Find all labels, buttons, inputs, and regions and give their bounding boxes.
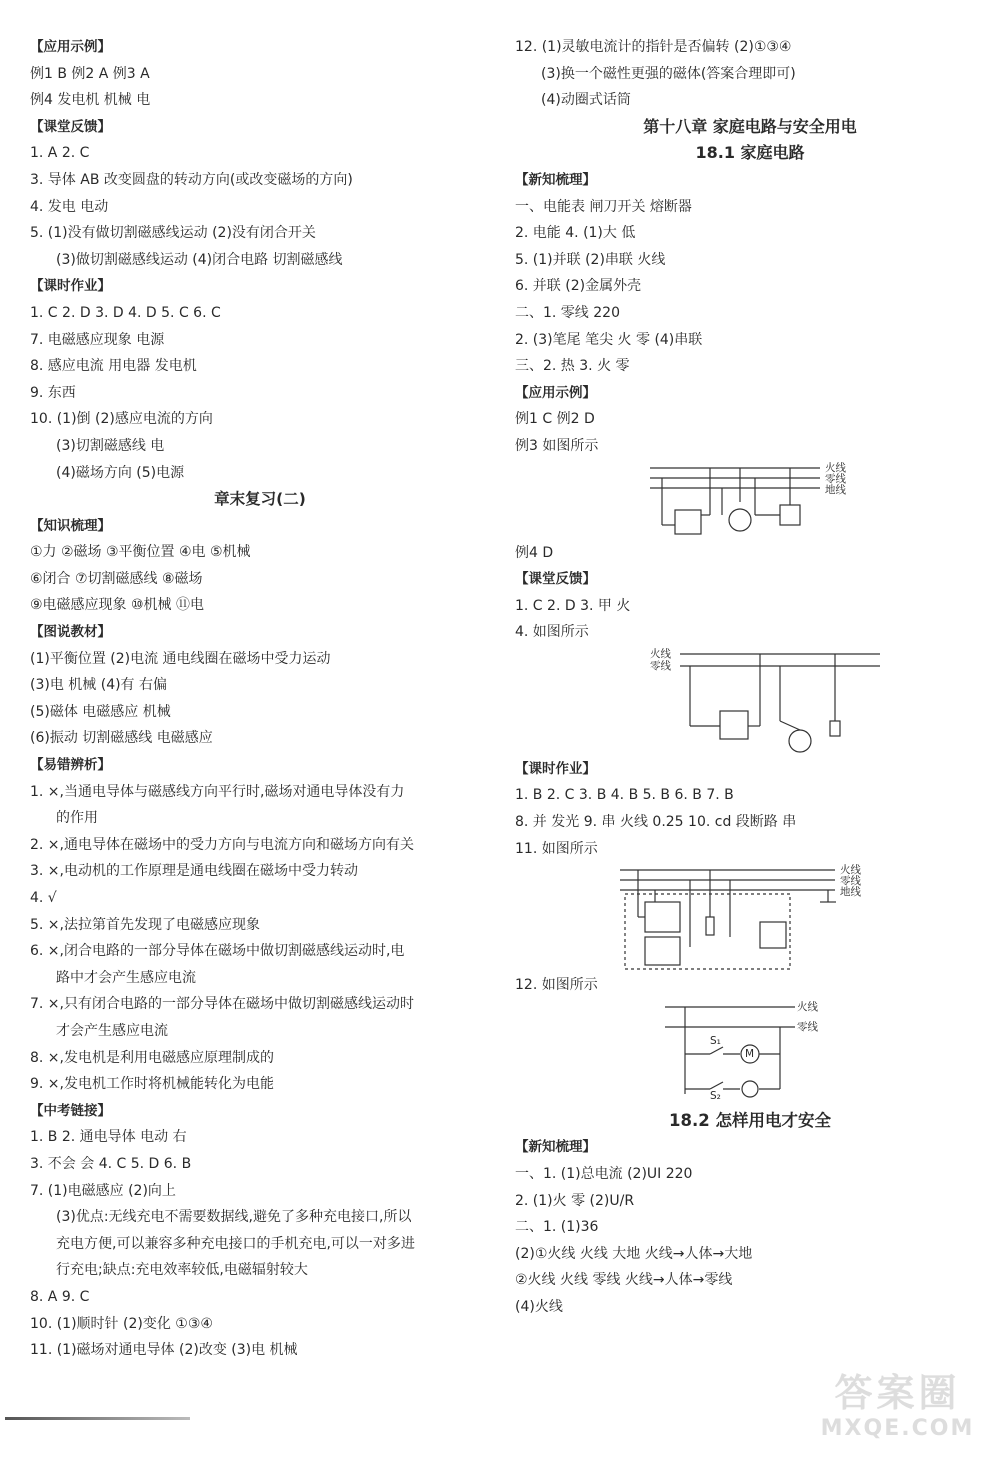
circuit-diagram-2	[515, 646, 985, 756]
answer-line: 充电方便,可以兼容多种充电接口的手机充电,可以一对多进	[56, 1235, 415, 1252]
footer-rule	[5, 1417, 190, 1420]
answer-line: 8. 感应电流 用电器 发电机	[30, 358, 197, 375]
answer-line: (6)振动 切割磁感线 电磁感应	[30, 730, 213, 747]
answer-line: 4. 如图所示	[515, 624, 589, 641]
answer-line: 行充电;缺点:充电效率较低,电磁辐射较大	[56, 1262, 308, 1279]
answer-line: 的作用	[56, 810, 98, 827]
answer-line: 6. 并联 (2)金属外壳	[515, 278, 642, 295]
label-zero: 零线	[650, 659, 671, 672]
label-fire: 火线	[797, 1000, 818, 1013]
answer-line: 12. 如图所示	[515, 977, 598, 994]
answer-line: (4)磁场方向 (5)电源	[56, 464, 185, 481]
label-ground: 地线	[840, 886, 861, 899]
section-heading: 【课堂反馈】	[30, 118, 111, 135]
chapter-title: 18.1 家庭电路	[695, 143, 805, 163]
right-column	[515, 34, 985, 1321]
label-s2: S₂	[710, 1089, 721, 1102]
section-heading: 【中考链接】	[30, 1102, 111, 1119]
watermark	[805, 1370, 990, 1450]
answer-line: 10. (1)顺时针 (2)变化 ①③④	[30, 1315, 213, 1332]
watermark-logo: 答案圈	[834, 1371, 961, 1415]
answer-line: (4)火线	[515, 1299, 563, 1315]
section-heading: 【课堂反馈】	[515, 571, 596, 588]
answer-line: 9. 东西	[30, 384, 76, 401]
answer-line: 路中才会产生感应电流	[56, 969, 196, 986]
answer-line: 8. 并 发光 9. 串 火线 0.25 10. cd 段断路 串	[515, 814, 797, 831]
answer-line: 例1 B 例2 A 例3 A	[30, 65, 150, 82]
answer-line: 7. (1)电磁感应 (2)向上	[30, 1182, 176, 1199]
answer-line: 3. 不会 会 4. C 5. D 6. B	[30, 1155, 192, 1172]
section-heading: 【课时作业】	[515, 760, 596, 777]
answer-line: 4. 发电 电动	[30, 198, 109, 215]
circuit-svg	[665, 999, 795, 1104]
answer-line: 一、电能表 闸刀开关 熔断器	[515, 198, 692, 215]
answer-line: 二、1. (1)36	[515, 1219, 599, 1236]
chapter-title: 18.2 怎样用电才安全	[669, 1110, 831, 1130]
answer-line: 例4 D	[515, 544, 554, 561]
label-fire: 火线	[825, 461, 846, 474]
answer-line: 1. C 2. D 3. 甲 火	[515, 597, 631, 614]
answer-line: 三、2. 热 3. 火 零	[515, 358, 630, 375]
answer-line: (3)换一个磁性更强的磁体(答案合理即可)	[541, 65, 796, 82]
label-zero: 零线	[840, 875, 861, 888]
section-heading: 【应用示例】	[30, 39, 111, 55]
section-heading: 【新知梳理】	[515, 171, 596, 188]
label-fire: 火线	[840, 864, 861, 877]
answer-line: 12. (1)灵敏电流计的指针是否偏转 (2)①③④	[515, 39, 792, 55]
circuit-diagram-1	[515, 460, 985, 540]
answer-line: 1. B 2. C 3. B 4. B 5. B 6. B 7. B	[515, 787, 734, 804]
answer-line: 6. ×,闭合电路的一部分导体在磁场中做切割磁感线运动时,电	[30, 943, 405, 960]
answer-line: 才会产生感应电流	[56, 1022, 168, 1039]
circuit-diagram-4	[515, 999, 985, 1104]
answer-line: 5. (1)并联 (2)串联 火线	[515, 251, 666, 268]
answer-line: 8. ×,发电机是利用电磁感应原理制成的	[30, 1049, 274, 1066]
answer-line: 1. C 2. D 3. D 4. D 5. C 6. C	[30, 304, 221, 321]
answer-line: ⑥闭合 ⑦切割磁感线 ⑧磁场	[30, 570, 203, 587]
answer-line: 7. 电磁感应现象 电源	[30, 331, 165, 348]
section-heading: 【应用示例】	[515, 384, 596, 401]
section-heading: 【新知梳理】	[515, 1139, 596, 1156]
answer-line: ①力 ②磁场 ③平衡位置 ④电 ⑤机械	[30, 544, 251, 561]
circuit-diagram-3	[515, 862, 985, 972]
answer-line: 11. 如图所示	[515, 840, 598, 857]
chapter-title: 章末复习(二)	[214, 490, 306, 509]
answer-line: 例1 C 例2 D	[515, 411, 595, 428]
answer-line: 4. √	[30, 890, 57, 906]
answer-line: (2)①火线 火线 大地 火线→人体→大地	[515, 1245, 753, 1262]
circuit-svg	[620, 862, 850, 972]
answer-line: (3)优点:无线充电不需要数据线,避免了多种充电接口,所以	[56, 1209, 412, 1226]
label-m: M	[745, 1047, 755, 1060]
answer-line: (1)平衡位置 (2)电流 通电线圈在磁场中受力运动	[30, 650, 331, 667]
label-zero: 零线	[825, 472, 846, 485]
answer-line: 1. B 2. 通电导体 电动 右	[30, 1129, 187, 1146]
chapter-title: 第十八章 家庭电路与安全用电	[643, 116, 857, 136]
answer-line: 3. 导体 AB 改变圆盘的转动方向(或改变磁场的方向)	[30, 171, 353, 188]
label-ground: 地线	[825, 483, 846, 496]
section-heading: 【知识梳理】	[30, 517, 111, 534]
answer-line: 一、1. (1)总电流 (2)UI 220	[515, 1166, 693, 1183]
answer-line: 2. (3)笔尾 笔尖 火 零 (4)串联	[515, 331, 703, 348]
answer-line: 5. ×,法拉第首先发现了电磁感应现象	[30, 916, 260, 933]
answer-line: (3)做切割磁感线运动 (4)闭合电路 切割磁感线	[56, 251, 343, 268]
answer-line: (3)电 机械 (4)有 右偏	[30, 677, 168, 694]
answer-line: (5)磁体 电磁感应 机械	[30, 703, 171, 720]
answer-line: ⑨电磁感应现象 ⑩机械 ⑪电	[30, 597, 205, 614]
answer-line: 例3 如图所示	[515, 437, 599, 454]
answer-line: 1. A 2. C	[30, 145, 90, 162]
left-column	[30, 34, 490, 1364]
answer-line: (4)动圈式话筒	[541, 92, 631, 109]
label-s1: S₁	[710, 1034, 721, 1047]
answer-line: 5. (1)没有做切割磁感线运动 (2)没有闭合开关	[30, 225, 316, 242]
answer-line: 10. (1)倒 (2)感应电流的方向	[30, 411, 213, 428]
answer-line: (3)切割磁感线 电	[56, 437, 165, 454]
answer-line: 7. ×,只有闭合电路的一部分导体在磁场中做切割磁感线运动时	[30, 996, 414, 1013]
answer-line: 2. ×,通电导体在磁场中的受力方向与电流方向和磁场方向有关	[30, 836, 414, 853]
answer-line: 3. ×,电动机的工作原理是通电线圈在磁场中受力转动	[30, 863, 358, 880]
answer-line: 8. A 9. C	[30, 1288, 90, 1305]
answer-line: 1. ×,当通电导体与磁感线方向平行时,磁场对通电导体没有力	[30, 783, 405, 800]
answer-line: 11. (1)磁场对通电导体 (2)改变 (3)电 机械	[30, 1342, 298, 1359]
section-heading: 【图说教材】	[30, 624, 111, 641]
section-heading: 【课时作业】	[30, 278, 111, 295]
answer-line: 2. 电能 4. (1)大 低	[515, 225, 636, 242]
label-zero: 零线	[797, 1020, 818, 1033]
label-fire: 火线	[650, 647, 671, 660]
circuit-svg	[680, 646, 880, 756]
answer-line: 例4 发电机 机械 电	[30, 92, 151, 109]
answer-line: 9. ×,发电机工作时将机械能转化为电能	[30, 1076, 274, 1093]
answer-line: 2. (1)火 零 (2)U/R	[515, 1192, 635, 1209]
watermark-url: MXQE.COM	[820, 1416, 975, 1441]
section-heading: 【易错辨析】	[30, 757, 111, 774]
answer-line: 二、1. 零线 220	[515, 304, 620, 321]
answer-line: ②火线 火线 零线 火线→人体→零线	[515, 1272, 733, 1289]
